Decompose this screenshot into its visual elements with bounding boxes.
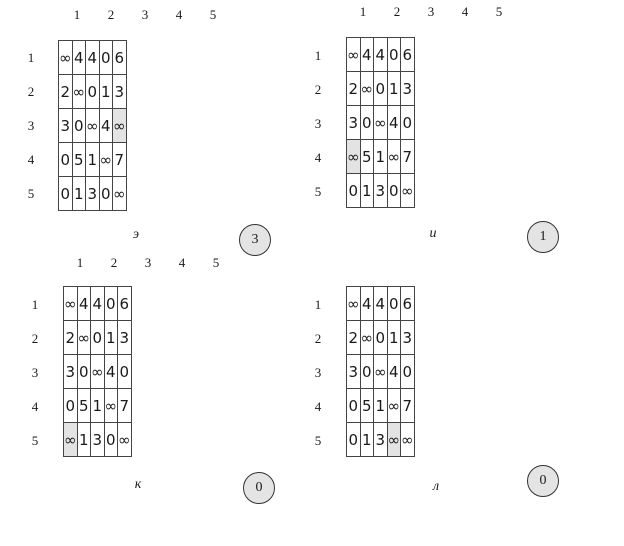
reduction-badge: 3 xyxy=(239,224,271,256)
panel-caption: и xyxy=(429,226,437,241)
matrix-cell: ∞ xyxy=(374,355,388,389)
matrix-cell: 4 xyxy=(72,41,86,75)
matrix-cell: ∞ xyxy=(360,72,374,106)
reduction-badge: 0 xyxy=(243,472,275,504)
matrix-cell: 7 xyxy=(113,143,127,177)
matrix-cell: 0 xyxy=(401,106,415,140)
matrix-cell: ∞ xyxy=(77,321,91,355)
matrix-row xyxy=(347,38,415,72)
panel-caption: л xyxy=(432,479,440,494)
matrix-cell: 3 xyxy=(118,321,132,355)
reduction-badge: 1 xyxy=(527,221,559,253)
panel-caption: к xyxy=(134,477,142,492)
matrix-row xyxy=(347,287,415,321)
matrix-cell: 3 xyxy=(113,75,127,109)
matrix-cell: 1 xyxy=(360,174,374,208)
matrix-cell: 0 xyxy=(72,109,86,143)
matrix-cell: 1 xyxy=(104,321,118,355)
matrix-cell: ∞ xyxy=(86,109,100,143)
matrix-row xyxy=(347,423,415,457)
matrix-cell: ∞ xyxy=(374,106,388,140)
col-label: 1 xyxy=(359,4,367,19)
matrix-cell: 0 xyxy=(347,174,361,208)
matrix-cell: 5 xyxy=(72,143,86,177)
row-label: 5 xyxy=(314,433,322,448)
col-label: 2 xyxy=(393,4,401,19)
matrix-row xyxy=(59,75,127,109)
matrix-cell: 6 xyxy=(401,38,415,72)
matrix-cell: 4 xyxy=(360,38,374,72)
matrix-cell: 7 xyxy=(118,389,132,423)
matrix-cell: ∞ xyxy=(360,321,374,355)
matrix-row xyxy=(347,72,415,106)
row-label: 1 xyxy=(314,297,322,312)
matrix-cell: ∞ xyxy=(72,75,86,109)
matrix-row xyxy=(347,140,415,174)
matrix-cell: 4 xyxy=(387,355,401,389)
matrix-row xyxy=(64,389,132,423)
matrix-cell: 0 xyxy=(99,41,113,75)
matrix-cell: 0 xyxy=(347,423,361,457)
matrix-cell: 1 xyxy=(99,75,113,109)
row-label: 3 xyxy=(31,365,39,380)
matrix-cell: 7 xyxy=(401,389,415,423)
matrix-cell: 3 xyxy=(401,72,415,106)
matrix-cell: 0 xyxy=(99,177,113,211)
row-label: 5 xyxy=(31,433,39,448)
matrix-cell: ∞ xyxy=(347,140,361,174)
matrix-cell: 0 xyxy=(347,389,361,423)
matrix-cell: ∞ xyxy=(59,41,73,75)
matrix-cell: 1 xyxy=(360,423,374,457)
matrix-cell: 1 xyxy=(91,389,105,423)
matrix-cell: ∞ xyxy=(113,109,127,143)
row-label: 4 xyxy=(27,152,35,167)
matrix-cell: 3 xyxy=(374,423,388,457)
matrix-cell: ∞ xyxy=(64,423,78,457)
matrix-cell: 4 xyxy=(99,109,113,143)
matrix-cell: 0 xyxy=(360,106,374,140)
matrix-cell: 0 xyxy=(118,355,132,389)
row-label: 1 xyxy=(31,297,39,312)
matrix-cell: 0 xyxy=(387,38,401,72)
matrix-row xyxy=(64,287,132,321)
matrix-cell: ∞ xyxy=(347,287,361,321)
matrix-row xyxy=(347,106,415,140)
matrix-cell: 0 xyxy=(64,389,78,423)
row-label: 5 xyxy=(314,184,322,199)
matrix-cell: ∞ xyxy=(64,287,78,321)
matrix-cell: 5 xyxy=(360,389,374,423)
matrix-cell: 3 xyxy=(86,177,100,211)
matrix-cell: 1 xyxy=(86,143,100,177)
matrix-row xyxy=(64,321,132,355)
matrix-cell: 6 xyxy=(113,41,127,75)
matrix-cell: ∞ xyxy=(387,140,401,174)
matrix-cell: ∞ xyxy=(113,177,127,211)
matrix-cell: 3 xyxy=(91,423,105,457)
row-label: 5 xyxy=(27,186,35,201)
matrix-cell: ∞ xyxy=(401,423,415,457)
matrix-cell: 5 xyxy=(77,389,91,423)
matrix-cell: 4 xyxy=(91,287,105,321)
matrix-cell: 0 xyxy=(59,143,73,177)
matrix-cell: 7 xyxy=(401,140,415,174)
row-label: 4 xyxy=(31,399,39,414)
matrix-cell: 2 xyxy=(347,321,361,355)
matrix-cell: 3 xyxy=(347,106,361,140)
matrix-cell: 1 xyxy=(387,72,401,106)
matrix-cell: 2 xyxy=(64,321,78,355)
row-label: 1 xyxy=(27,50,35,65)
panel-caption: э xyxy=(132,227,140,242)
matrix-cell: ∞ xyxy=(347,38,361,72)
matrix-cell: 0 xyxy=(387,174,401,208)
matrix-cell: 3 xyxy=(374,174,388,208)
matrix-cell: ∞ xyxy=(104,389,118,423)
col-label: 5 xyxy=(209,7,217,22)
matrix-row xyxy=(59,177,127,211)
matrix-cell: 6 xyxy=(401,287,415,321)
row-label: 3 xyxy=(314,365,322,380)
row-label: 3 xyxy=(314,116,322,131)
matrix-cell: 6 xyxy=(118,287,132,321)
col-label: 3 xyxy=(144,255,152,270)
col-label: 2 xyxy=(110,255,118,270)
col-label: 4 xyxy=(175,7,183,22)
reduction-badge: 0 xyxy=(527,465,559,497)
row-label: 2 xyxy=(314,82,322,97)
col-label: 1 xyxy=(73,7,81,22)
matrix-cell: ∞ xyxy=(387,423,401,457)
row-label: 2 xyxy=(31,331,39,346)
cost-matrix xyxy=(346,37,415,208)
matrix-cell: 0 xyxy=(360,355,374,389)
matrix-cell: 2 xyxy=(59,75,73,109)
row-label: 4 xyxy=(314,150,322,165)
matrix-row xyxy=(347,389,415,423)
matrix-cell: 1 xyxy=(77,423,91,457)
matrix-cell: 4 xyxy=(374,38,388,72)
matrix-cell: ∞ xyxy=(99,143,113,177)
matrix-cell: 0 xyxy=(374,72,388,106)
col-label: 5 xyxy=(212,255,220,270)
col-label: 3 xyxy=(141,7,149,22)
matrix-cell: 2 xyxy=(347,72,361,106)
cost-matrix xyxy=(63,286,132,457)
matrix-cell: 0 xyxy=(104,287,118,321)
matrix-cell: 0 xyxy=(91,321,105,355)
matrix-cell: 0 xyxy=(104,423,118,457)
matrix-row xyxy=(59,143,127,177)
cost-matrix xyxy=(58,40,127,211)
cost-matrix xyxy=(346,286,415,457)
matrix-row xyxy=(59,109,127,143)
matrix-cell: 4 xyxy=(360,287,374,321)
matrix-row xyxy=(347,174,415,208)
row-label: 2 xyxy=(27,84,35,99)
row-label: 2 xyxy=(314,331,322,346)
matrix-cell: 4 xyxy=(86,41,100,75)
matrix-cell: 3 xyxy=(59,109,73,143)
matrix-cell: 5 xyxy=(360,140,374,174)
matrix-row xyxy=(59,41,127,75)
matrix-cell: 0 xyxy=(86,75,100,109)
matrix-cell: ∞ xyxy=(401,174,415,208)
matrix-cell: 4 xyxy=(104,355,118,389)
matrix-cell: 4 xyxy=(387,106,401,140)
col-label: 2 xyxy=(107,7,115,22)
matrix-row xyxy=(64,355,132,389)
matrix-cell: 0 xyxy=(387,287,401,321)
matrix-cell: ∞ xyxy=(118,423,132,457)
matrix-cell: 0 xyxy=(374,321,388,355)
matrix-cell: 0 xyxy=(401,355,415,389)
matrix-cell: 1 xyxy=(374,389,388,423)
matrix-cell: ∞ xyxy=(387,389,401,423)
row-label: 3 xyxy=(27,118,35,133)
col-label: 3 xyxy=(427,4,435,19)
matrix-cell: 0 xyxy=(59,177,73,211)
row-label: 1 xyxy=(314,48,322,63)
row-label: 4 xyxy=(314,399,322,414)
col-label: 1 xyxy=(76,255,84,270)
matrix-row xyxy=(347,355,415,389)
matrix-cell: 3 xyxy=(347,355,361,389)
col-label: 4 xyxy=(461,4,469,19)
col-label: 5 xyxy=(495,4,503,19)
matrix-cell: 3 xyxy=(401,321,415,355)
matrix-cell: 3 xyxy=(64,355,78,389)
matrix-cell: 1 xyxy=(72,177,86,211)
matrix-cell: ∞ xyxy=(91,355,105,389)
matrix-cell: 1 xyxy=(387,321,401,355)
matrix-cell: 4 xyxy=(374,287,388,321)
col-label: 4 xyxy=(178,255,186,270)
matrix-cell: 0 xyxy=(77,355,91,389)
matrix-row xyxy=(64,423,132,457)
matrix-row xyxy=(347,321,415,355)
matrix-cell: 4 xyxy=(77,287,91,321)
matrix-cell: 1 xyxy=(374,140,388,174)
